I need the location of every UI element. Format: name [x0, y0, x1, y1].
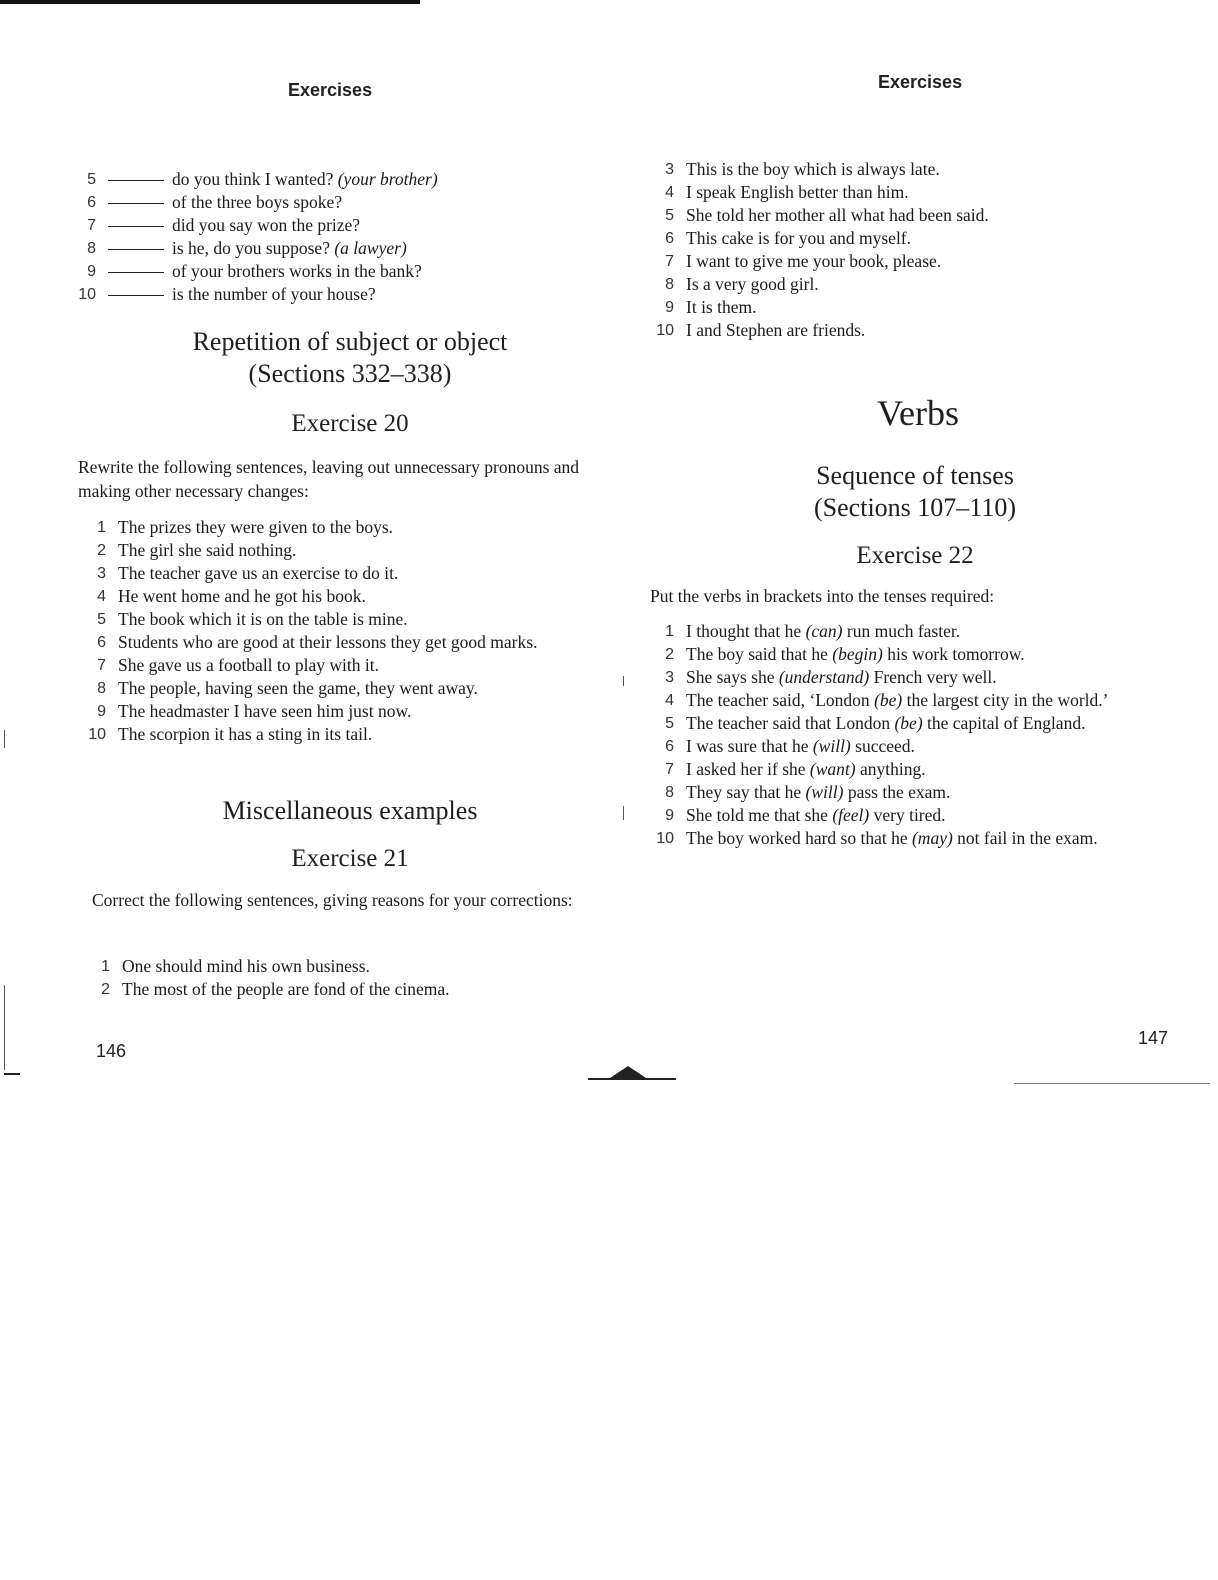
bottom-edge-line: [1014, 1083, 1210, 1084]
list-item: 6 I was sure that he (will) succeed.: [665, 736, 915, 756]
answer-blank: [108, 295, 164, 296]
list-item: 7 I want to give me your book, please.: [665, 251, 942, 271]
list-item: 2 The most of the people are fond of the cinema.: [101, 979, 450, 999]
list-item: 8 Is a very good girl.: [665, 274, 819, 294]
exercise-21-title: Exercise 21: [291, 845, 409, 872]
list-item: 5 The book which it is on the table is mine.: [97, 609, 408, 629]
list-item: 5 She told her mother all what had been said.: [665, 205, 989, 225]
list-item: 1 The prizes they were given to the boys.: [97, 517, 394, 537]
fold-arrow-icon: [610, 1066, 646, 1080]
list-item: 5 do you think I wanted? (your brother): [87, 169, 438, 189]
list-item: 10 is the number of your house?: [78, 284, 376, 304]
list-item: 10 I and Stephen are friends.: [656, 320, 866, 340]
list-item: 10 The boy worked hard so that he (may) not fail in the exam.: [656, 828, 1098, 848]
gutter-mark: [623, 806, 624, 820]
answer-blank: [108, 180, 164, 181]
list-item: 2 The boy said that he (begin) his work tomorrow.: [665, 644, 1025, 664]
answer-blank: [108, 226, 164, 227]
page-number-left: 146: [96, 1041, 127, 1061]
list-item: 1 One should mind his own business.: [101, 956, 370, 976]
list-item: 8 The people, having seen the game, they went away.: [97, 678, 478, 698]
list-item: 5 The teacher said that London (be) the capital of England.: [665, 713, 1086, 733]
list-item: 3 She says she (understand) French very well.: [665, 667, 997, 687]
list-item: 9 It is them.: [665, 297, 757, 317]
answer-blank: [108, 249, 164, 250]
edge-mark: [4, 1073, 20, 1075]
list-item: 9 She told me that she (feel) very tired.: [665, 805, 946, 825]
running-head-right: Exercises: [878, 72, 963, 92]
list-item: 4 The teacher said, ‘London (be) the largest city in the world.’: [665, 690, 1109, 710]
page-number-right: 147: [1138, 1028, 1169, 1048]
gutter-mark: [623, 676, 624, 686]
exercise-20-list: [80, 516, 580, 746]
list-item: 1 I thought that he (can) run much faster.: [665, 621, 961, 641]
scan-top-edge: [0, 0, 420, 4]
section-heading-sequence-of-tenses: Sequence of tenses (Sections 107–110): [814, 461, 1016, 522]
list-item: 4 I speak English better than him.: [665, 182, 909, 202]
exercise-20-instructions: Rewrite the following sentences, leaving out unnecessary pronouns and making other necessary changes:: [78, 457, 580, 501]
list-item: 7 did you say won the prize?: [87, 215, 361, 235]
answer-blank: [108, 203, 164, 204]
edge-mark: [4, 730, 5, 748]
list-item: 6 This cake is for you and myself.: [665, 228, 912, 248]
list-item: 7 I asked her if she (want) anything.: [665, 759, 926, 779]
list-item: 7 She gave us a football to play with it.: [97, 655, 379, 675]
exercise-21-list: [84, 955, 584, 1001]
chapter-title: Verbs: [877, 393, 959, 433]
list-item: 8 They say that he (will) pass the exam.: [665, 782, 951, 802]
answer-blank: [108, 272, 164, 273]
list-item: 4 He went home and he got his book.: [97, 586, 366, 606]
list-item: 3 This is the boy which is always late.: [665, 159, 940, 179]
section-heading-repetition: Repetition of subject or object (Sections 332–338): [192, 327, 508, 388]
exercise-22-title: Exercise 22: [856, 542, 974, 569]
fill-in-list: [70, 168, 590, 306]
exercise-22-list: [648, 620, 1126, 850]
exercise-20-title: Exercise 20: [291, 410, 409, 437]
list-item: 2 The girl she said nothing.: [97, 540, 297, 560]
exercise-21-instructions: Correct the following sentences, giving reasons for your corrections:: [92, 890, 573, 910]
list-item: 8 is he, do you suppose? (a lawyer): [87, 238, 407, 258]
list-item: 9 The headmaster I have seen him just now.: [97, 701, 412, 721]
list-item: 3 The teacher gave us an exercise to do it.: [97, 563, 399, 583]
section-heading-miscellaneous: Miscellaneous examples: [222, 796, 478, 825]
exercise-21-continued-list: [648, 158, 1128, 342]
running-head-left: Exercises: [288, 80, 373, 100]
list-item: 9 of your brothers works in the bank?: [87, 261, 422, 281]
list-item: 6 Students who are good at their lessons they get good marks.: [97, 632, 538, 652]
list-item: 10 The scorpion it has a sting in its tail.: [88, 724, 373, 744]
list-item: 6 of the three boys spoke?: [87, 192, 343, 212]
edge-mark: [4, 985, 5, 1070]
exercise-22-instructions: Put the verbs in brackets into the tenses required:: [650, 586, 995, 606]
